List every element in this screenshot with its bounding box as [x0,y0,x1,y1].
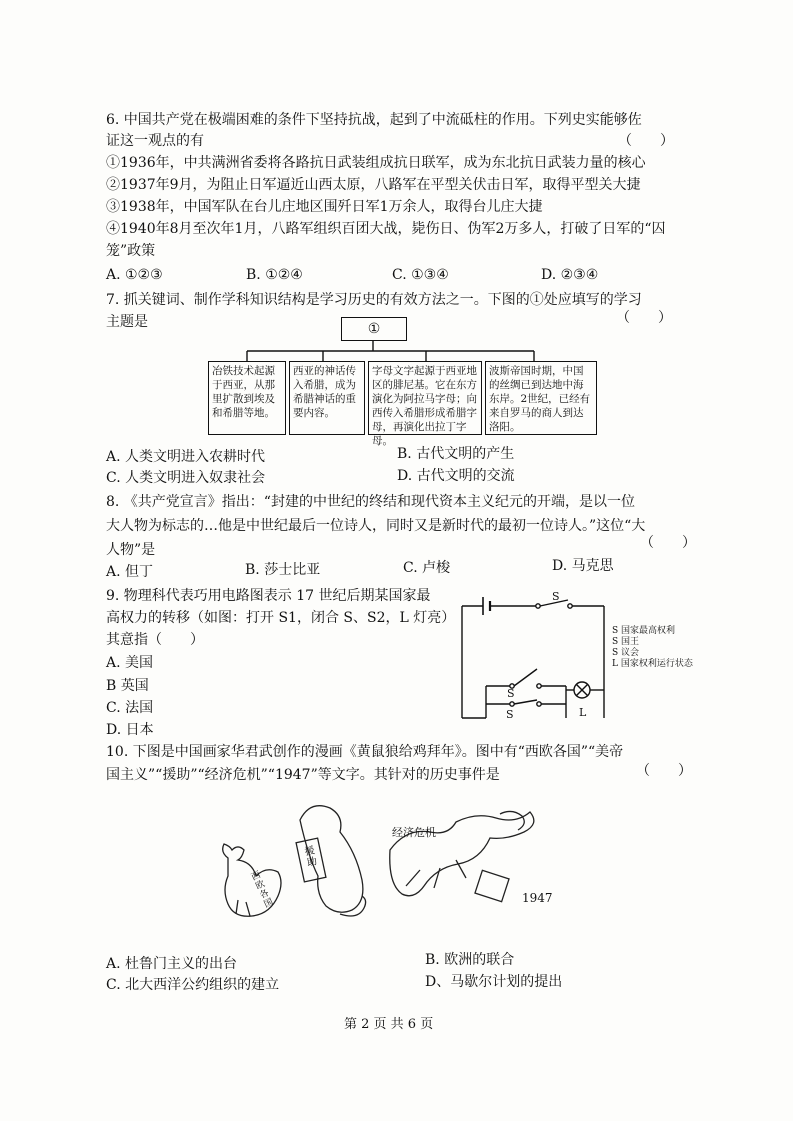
circuit-label-s: S [552,590,560,603]
q8-line3: 人物”是 [106,542,156,558]
diagram-box-iron: 冶铁技术起源于西亚，从那里扩散到埃及和希腊等地。 [208,361,286,435]
q9-option-d: D. 日本 [106,722,154,738]
q10-answer-paren: （ ） [636,763,692,779]
q6-option-b: B. ①②④ [246,267,303,283]
q10-option-c: C. 北大西洋公约组织的建立 [106,977,280,993]
q6-option-d: D. ②③④ [541,267,599,283]
q8-answer-paren: （ ） [640,535,696,551]
q8-option-c: C. 卢梭 [403,560,451,576]
cartoon-text-crisis: 经济危机 [392,826,436,839]
q8-option-b: B. 莎士比亚 [245,562,321,578]
diagram-box-silk: 波斯帝国时期，中国的丝绸已到达地中海东岸。2世纪，已经有来自罗马的商人到达洛阳。 [485,361,597,435]
q6-option-c: C. ①③④ [392,267,449,283]
q7-option-d: D. 古代文明的交流 [397,468,515,484]
page-footer: 第 2 页 共 6 页 [344,1017,434,1032]
circuit-label-s1: S [507,687,515,700]
q6-option-a: A. ①②③ [106,267,163,283]
q8-line1: 8. 《共产党宣言》指出：“封建的中世纪的终结和现代资本主义纪元的开端，是以一位 [106,494,635,510]
legend-s1: S 国王 [612,637,640,647]
q7-answer-paren: （ ） [616,310,672,326]
diagram-topic-box: ① [341,317,407,341]
q6-item-2: ②1937年9月，为阻止日军逼近山西太原，八路军在平型关伏击日军，取得平型关大捷 [106,177,641,193]
q10-option-d: D、马歇尔计划的提出 [425,974,563,990]
q6-stem-line1: 6. 中国共产党在极端困难的条件下坚持抗战，起到了中流砥柱的作用。下列史实能够佐 [106,112,642,128]
q8-option-a: A. 但丁 [106,564,154,580]
cartoon-text-year: 1947 [522,891,553,905]
q7-option-b: B. 古代文明的产生 [397,446,515,462]
q6-item-3: ③1938年，中国军队在台儿庄地区围歼日军1万余人，取得台儿庄大捷 [106,199,543,215]
q10-line2: 国主义”“援助”“经济危机”“1947”等文字。其针对的历史事件是 [106,767,500,783]
q9-option-c: C. 法国 [106,700,154,716]
q9-option-a: A. 美国 [106,655,154,671]
diagram-box-myth: 西亚的神话传入希腊，成为希腊神话的重要内容。 [289,361,365,435]
cartoon-text-aid: 援助 [303,845,319,869]
q7-stem-line1: 7. 抓关键词、制作学科知识结构是学习历史的有效方法之一。下图的①处应填写的学习 [106,292,642,308]
q9-option-b: B 英国 [106,678,149,694]
q7-option-c: C. 人类文明进入奴隶社会 [106,470,266,486]
q8-option-d: D. 马克思 [552,558,614,574]
diagram-box-alphabet: 字母文字起源于西亚地区的腓尼基。它在东方演化为阿拉马字母；向西传入希腊形成希腊字母，再演化出拉丁字母。 [368,361,482,435]
cartoon-text-west-europe: 西欧各国 [250,870,276,911]
q6-stem-line2: 证这一观点的有 [106,133,204,149]
legend-l: L 国家权利运行状态 [612,659,693,669]
q6-item-1: ①1936年，中共满洲省委将各路抗日武装组成抗日联军，成为东北抗日武装力量的核心 [106,155,646,171]
q10-line1: 10. 下图是中国画家华君武创作的漫画《黄鼠狼给鸡拜年》。图中有“西欧各国”“美帝 [106,744,624,760]
legend-s2: S 议会 [612,648,640,658]
q6-item-4-cont: 笼”政策 [106,243,156,259]
q10-option-a: A. 杜鲁门主义的出台 [106,956,238,972]
circuit-label-s2: S [506,708,514,721]
q7-stem-line2: 主题是 [106,314,148,330]
q6-answer-paren: （ ） [618,133,674,149]
q10-option-b: B. 欧洲的联合 [425,952,515,968]
q8-line2: 大人物为标志的…他是中世纪最后一位诗人，同时又是新时代的最初一位诗人。”这位“大 [106,518,646,534]
q9-line3: 其意指（ ） [106,632,204,648]
q7-option-a: A. 人类文明进入农耕时代 [106,449,266,465]
circuit-label-l: L [579,706,587,719]
q9-line1: 9. 物理科代表巧用电路图表示 17 世纪后期某国家最 [106,588,431,604]
q6-item-4: ④1940年8月至次年1月，八路军组织百团大战，毙伤日、伪军2万多人，打破了日军的“囚 [106,221,666,237]
legend-s: S 国家最高权利 [612,626,676,636]
q9-line2: 高权力的转移（如图：打开 S1，闭合 S、S2，L 灯亮） [106,610,456,626]
